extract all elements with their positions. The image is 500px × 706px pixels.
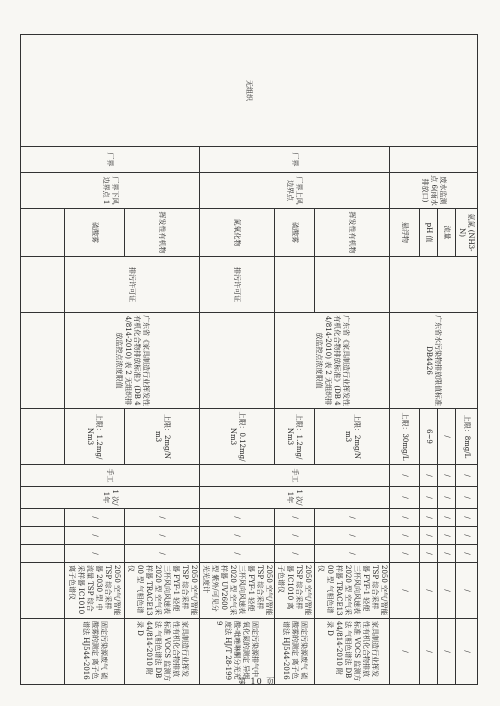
param-voc: 挥发性有机物	[315, 209, 390, 257]
limit-ss: 上限：30mg/L	[390, 409, 420, 465]
table-row	[456, 35, 478, 685]
method-cell: /	[438, 619, 456, 685]
blank-cell	[200, 313, 275, 409]
param-flow: 流量	[438, 209, 456, 257]
equipment-nitrogen-oxides: 2050 空气/智能 TSP 综合采样器 FYF-1 轻便三杯风向风速表 2020 型 空气采样器 UV2600 型 紫外/可见分光光度计	[200, 563, 275, 619]
limit-ammonia: 上限：8mg/L	[456, 409, 478, 465]
param-nitrogen-oxides: 氮氧化物	[200, 209, 275, 257]
limit-sulfuric-acid-mist: 上限：1.2mg/Nm3	[65, 409, 125, 465]
slash-cell: /	[390, 545, 420, 563]
param-ph: pH 值	[420, 209, 438, 257]
limit-nitrogen-oxides: 上限：0.12mg/Nm3	[200, 409, 275, 465]
slash-cell: /	[315, 509, 390, 527]
blank-cell	[21, 509, 65, 527]
blank-cell	[390, 257, 478, 313]
limit-cell: /	[438, 409, 456, 465]
mode-cell: /	[438, 465, 456, 487]
blank-cell	[21, 563, 65, 619]
method-sulfuric-acid-mist: 固定污染源废气 硫酸雾的测定 离子色谱法 HJ544-2016	[275, 619, 315, 685]
method-nitrogen-oxides: 固定污染源排气中氧化氮的测定 异烟酸-吡唑啉酮分光光度法 HJ/T 28-1999	[200, 619, 275, 685]
equipment-cell: /	[420, 563, 438, 619]
method-cell: /	[420, 619, 438, 685]
slash-cell: /	[125, 527, 200, 545]
slash-cell: /	[456, 509, 478, 527]
slash-cell: /	[438, 509, 456, 527]
location-upwind: 厂界上风边界点	[200, 173, 390, 209]
slash-cell: /	[390, 527, 420, 545]
method-cell: /	[456, 619, 478, 685]
monitoring-table	[20, 34, 478, 685]
limit-voc: 上限：2mg/Nm3	[315, 409, 390, 465]
location-boundary: 厂界	[200, 147, 390, 173]
slash-cell: /	[200, 527, 275, 545]
location-wastewater: 废水监测点 6(雨水排放口)	[390, 173, 478, 209]
location-downwind: 厂界下风边界点 1	[21, 173, 200, 209]
slash-cell: /	[420, 509, 438, 527]
blank-cell	[21, 257, 65, 313]
mode-cell: /	[456, 465, 478, 487]
param-voc: 挥发性有机物	[125, 209, 200, 257]
standard-voc: 广东省《家具制造行业挥发性有机化合物排放标准》(DB 44/814-2010) 表 2 无组织排放监控点浓度限值	[275, 313, 390, 409]
slash-cell: /	[200, 509, 275, 527]
slash-cell: /	[315, 527, 390, 545]
slash-cell: /	[438, 545, 456, 563]
param-ammonia: 氨氮 (NH3-N)	[456, 209, 478, 257]
blank-cell	[21, 619, 65, 685]
slash-cell: /	[275, 527, 315, 545]
mode-cell: /	[390, 465, 420, 487]
permit-label: 排污许可证	[200, 257, 275, 313]
freq-cell: /	[438, 487, 456, 509]
slash-cell: /	[275, 545, 315, 563]
sampling-mode: 手工	[21, 465, 200, 487]
method-voc: 家具制造行业挥发性有机化合物排放标准 VOCS 监测方法 气相色谱法 DB 44/814-2010 附录 D	[125, 619, 200, 685]
slash-cell: /	[125, 509, 200, 527]
method-cell: /	[390, 619, 420, 685]
permit-label: 排污许可证	[65, 257, 200, 313]
slash-cell: /	[200, 545, 275, 563]
blank-cell	[21, 527, 65, 545]
freq-cell: /	[456, 487, 478, 509]
blank-cell	[21, 545, 65, 563]
sampling-frequency: 1 次/1年	[200, 487, 390, 509]
equipment-sulfuric-acid-mist: 2050 空气/智能 TSP 综合采样器 2030 型 中流量 TSP 综合采样器 IC1010 离子色谱仪	[65, 563, 125, 619]
slash-cell: /	[390, 509, 420, 527]
limit-voc: 上限：2mg/Nm3	[125, 409, 200, 465]
slash-cell: /	[420, 545, 438, 563]
slash-cell: /	[420, 527, 438, 545]
slash-cell: /	[65, 545, 125, 563]
limit-ph: 6~9	[420, 409, 438, 465]
location-boundary: 厂界	[21, 147, 200, 173]
slash-cell: /	[315, 545, 390, 563]
equipment-sulfuric-acid-mist: 2050 空气/智能 TSP 综合采样器 IC1010 离子色谱仪	[275, 563, 315, 619]
slash-cell: /	[456, 545, 478, 563]
freq-cell: /	[420, 487, 438, 509]
limit-sulfuric-acid-mist: 上限：1.2mg/Nm3	[275, 409, 315, 465]
blank-cell	[21, 313, 65, 409]
param-ss: 悬浮物	[390, 209, 420, 257]
standard-wastewater: 广东省水污染物排放限值标准 DB4426	[390, 313, 478, 409]
equipment-cell: /	[438, 563, 456, 619]
slash-cell: /	[65, 527, 125, 545]
param-sulfuric-acid-mist: 硫酸雾	[275, 209, 315, 257]
slash-cell: /	[438, 527, 456, 545]
sampling-mode: 手工	[200, 465, 390, 487]
sampling-frequency: 1 次/1年	[21, 487, 200, 509]
blank-cell	[390, 147, 478, 173]
page-number: 第 10 页	[238, 677, 276, 686]
equipment-cell: /	[456, 563, 478, 619]
freq-cell: /	[390, 487, 420, 509]
blank-cell	[21, 409, 65, 465]
slash-cell: /	[125, 545, 200, 563]
equipment-voc: 2050 空气/智能 TSP 综合采样器 FYF-1 轻便三杯风向风速表 2020 型 空气采样器 TRACE1300 型 气相色谱仪	[125, 563, 200, 619]
method-voc: 家具制造行业挥发性有机化合物排放标准 VOCS 监测方法 气相色谱法 DB 44/814-2010 附录 D	[315, 619, 390, 685]
blank-cell	[275, 257, 315, 313]
blank-cell	[315, 257, 390, 313]
equipment-voc: 2050 空气/智能 TSP 综合采样器 FYF-1 轻便三杯风向风速表 2020 型 空气采样器 TRACE1300 型 气相色谱仪	[315, 563, 390, 619]
location-unorganized: 无组织	[21, 35, 478, 147]
slash-cell: /	[456, 527, 478, 545]
standard-voc: 广东省《家具制造行业挥发性有机化合物排放标准》(DB 44/814-2010) 表 2 无组织排放监控点浓度限值	[65, 313, 200, 409]
slash-cell: /	[65, 509, 125, 527]
blank-cell	[21, 209, 65, 257]
slash-cell: /	[275, 509, 315, 527]
equipment-cell: /	[390, 563, 420, 619]
method-sulfuric-acid-mist: 固定污染源废气 硫酸雾的测定 离子色谱法 HJ544-2016	[65, 619, 125, 685]
mode-cell: /	[420, 465, 438, 487]
param-sulfuric-acid-mist: 硫酸雾	[65, 209, 125, 257]
